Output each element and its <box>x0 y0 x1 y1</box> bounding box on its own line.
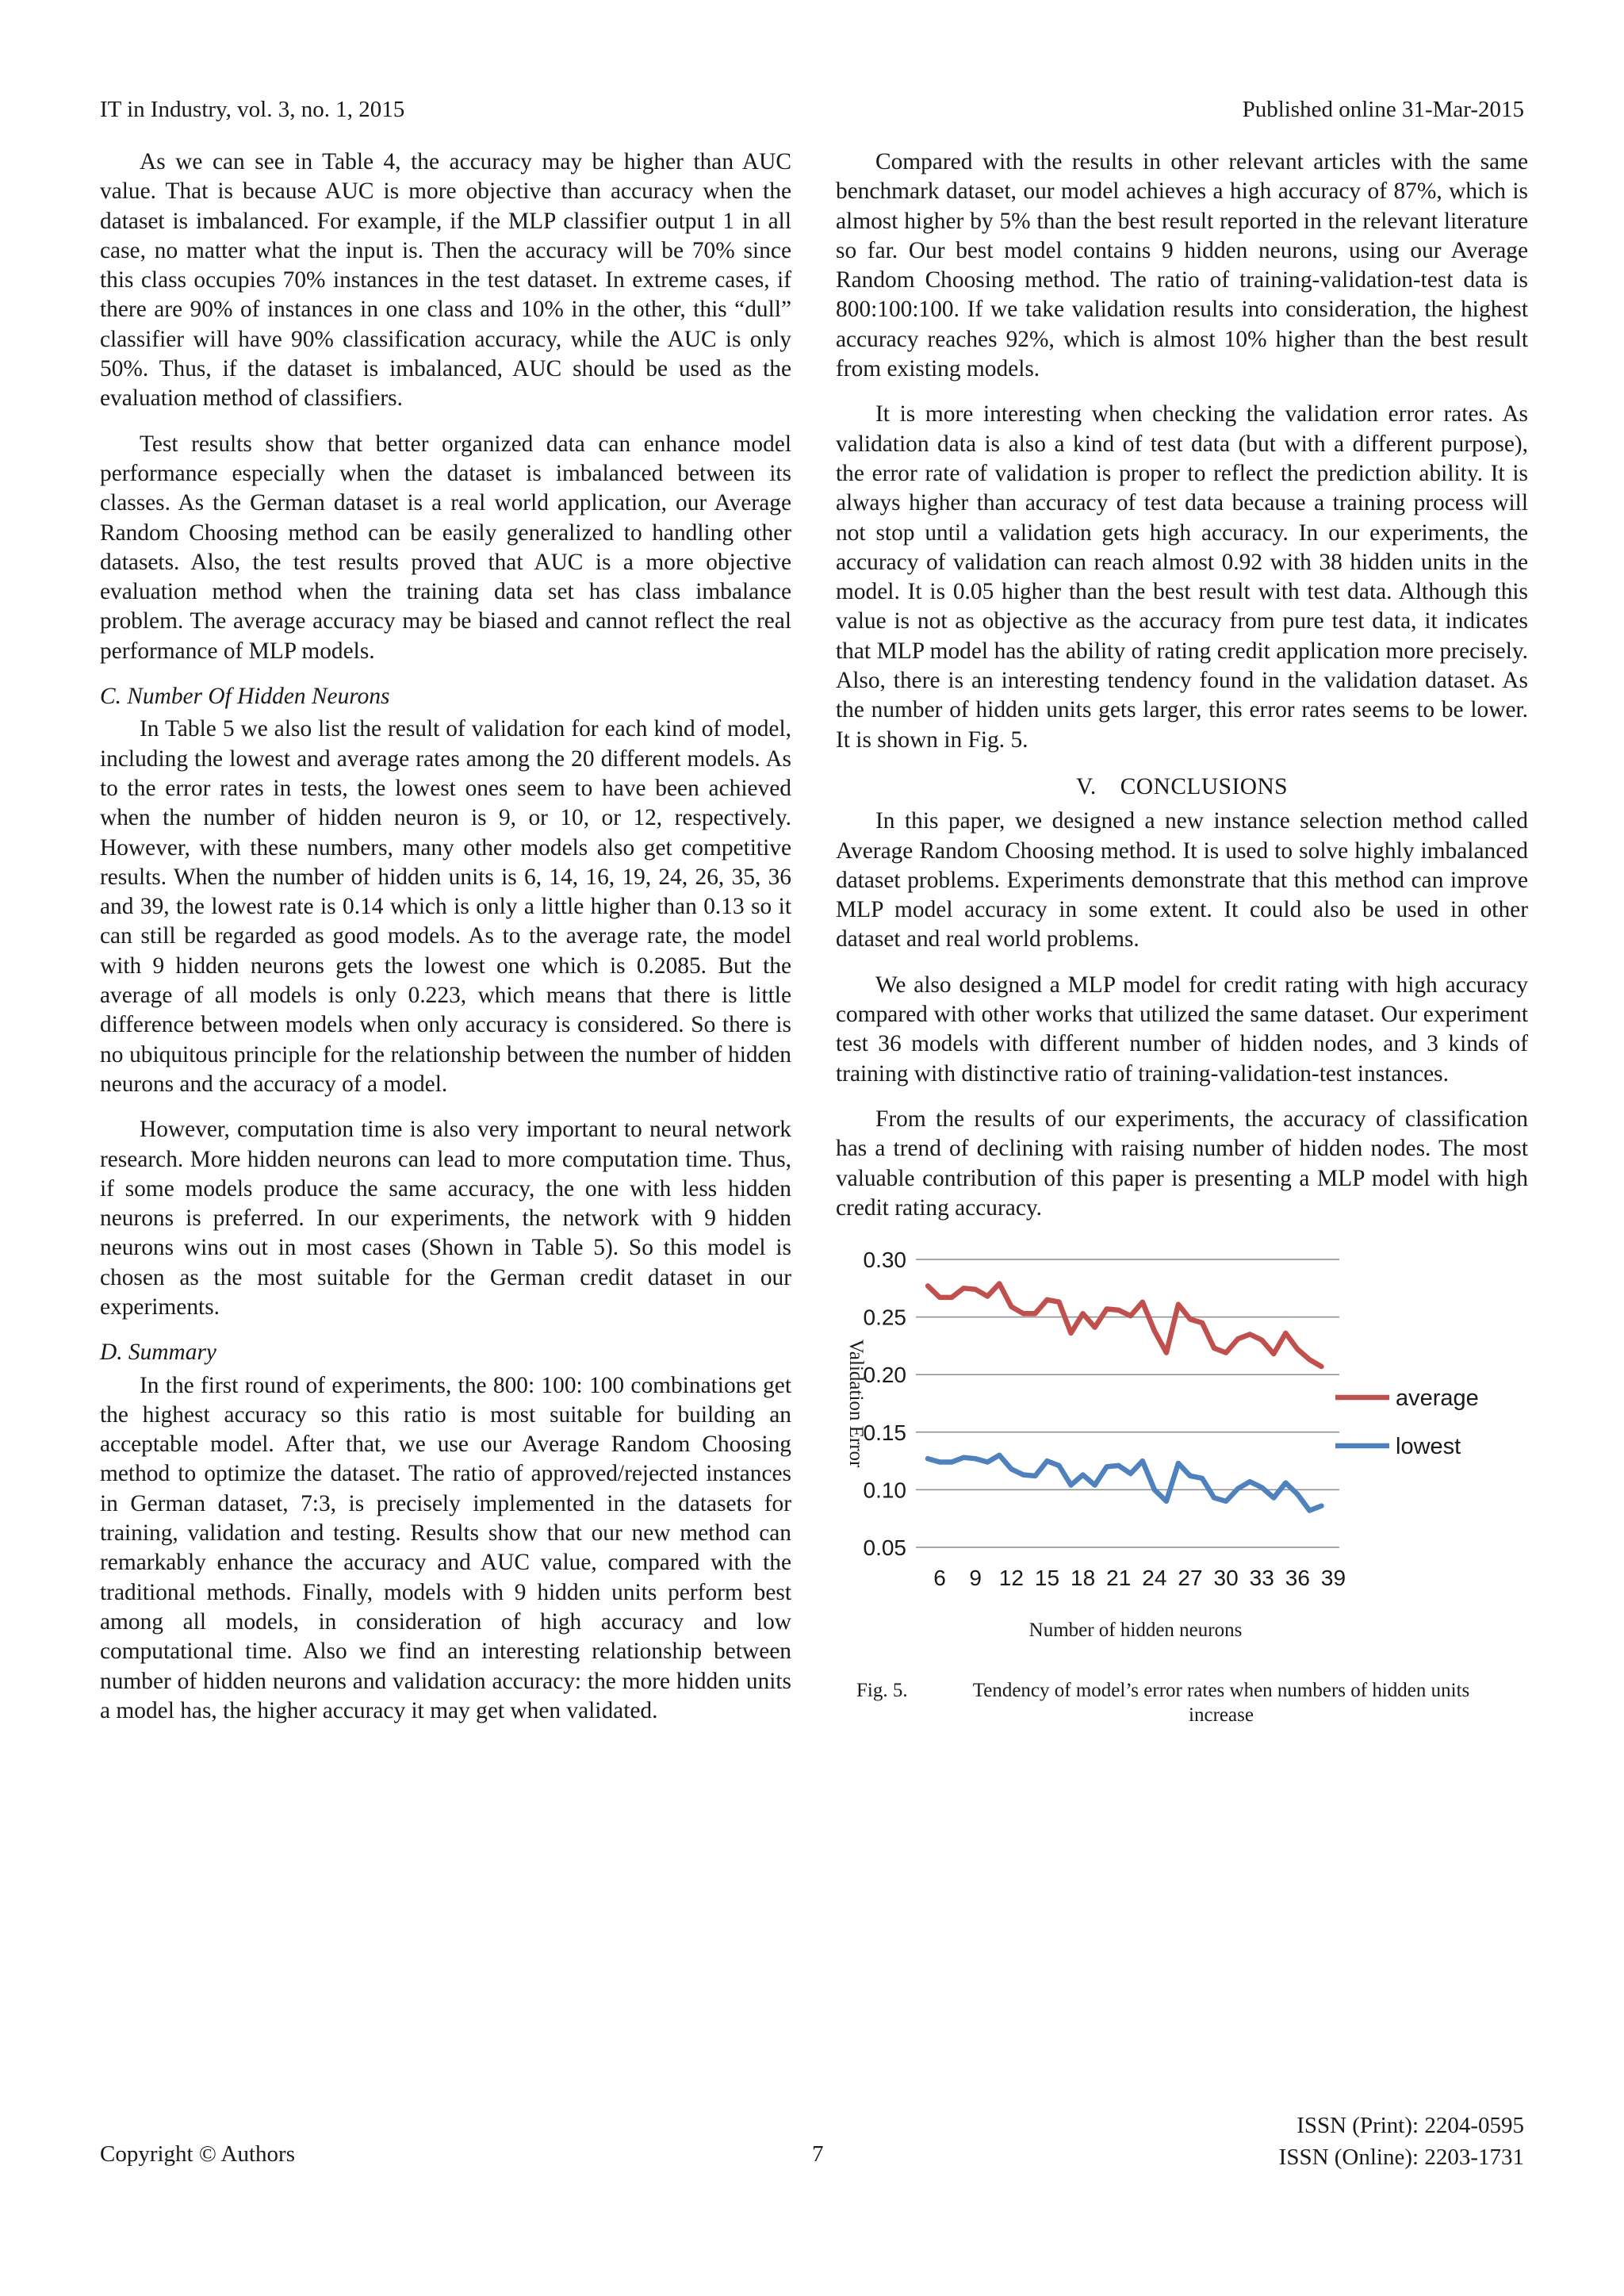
section-heading-conclusions <box>836 772 1528 802</box>
figure-5 <box>836 1250 1528 1757</box>
page-number: 7 <box>812 2141 824 2167</box>
issn-block <box>1279 2110 1524 2173</box>
x-axis-label: Number of hidden neurons <box>1028 1619 1243 1642</box>
x-tick-label: 21 <box>1106 1566 1132 1591</box>
x-tick-label: 24 <box>1142 1566 1167 1591</box>
x-tick-label: 36 <box>1285 1566 1310 1591</box>
copyright: Copyright © Authors <box>100 2141 295 2167</box>
x-tick-label: 12 <box>998 1566 1024 1591</box>
y-tick-label: 0.20 <box>863 1363 906 1388</box>
figure-caption-text: Tendency of model’s error rates when numbers of hidden units increase <box>972 1680 1470 1727</box>
series-line-average <box>928 1284 1321 1367</box>
paragraph: As we can see in Table 4, the accuracy may be higher than AUC value. That is because AUC is more objective than accuracy when the dataset is imbalanced. For example, if the MLP classifier output 1 in all case, no matter what the input is. Then the accuracy will be 70% since this class occupies 70% instances in the test dataset. In extreme cases, if there are 90% of instances in one class and 10% in the other, this “dull” classifier will have 90% classification accuracy, while the AUC is only 50%. Thus, if the dataset is imbalanced, AUC should be used as the evaluation method of classifiers. <box>100 149 791 412</box>
paragraph: In this paper, we designed a new instance selection method called Average Random Choosing method. It is used to solve highly imbalanced dataset problems. Experiments demonstrate that this method can improve MLP model accuracy in some extent. It could also be used in other dataset and real world problems. <box>836 808 1528 953</box>
legend-label-lowest: lowest <box>1396 1434 1461 1460</box>
paragraph: In the first round of experiments, the 800: 100: 100 combinations get the highest accuracy so this ratio is most suitable for building an acceptable model. After that, we use our Average Random Choosing method to optimize the dataset. The ratio of approved/rejected instances in German dataset, 7:3, is precisely implemented in the datasets for training, validation and testing. Results show that our new method can remarkably enhance the accuracy and AUC value, compared with the traditional methods. Finally, models with 9 hidden units perform best among all models, in consideration of high accuracy and low computational time. Also we find an interesting relationship between number of hidden neurons and validation accuracy: the more hidden units a model has, the higher accuracy it may get when validated. <box>100 1372 791 1723</box>
page-footer <box>100 2110 1524 2173</box>
publication-date: Published online 31-Mar-2015 <box>1242 97 1524 122</box>
issn-print: ISSN (Print): 2204-0595 <box>1297 2113 1524 2138</box>
x-tick-label: 18 <box>1071 1566 1096 1591</box>
x-tick-label: 39 <box>1320 1566 1346 1591</box>
x-tick-label: 33 <box>1249 1566 1274 1591</box>
paragraph: Compared with the results in other relevant articles with the same benchmark dataset, our model achieves a high accuracy of 87%, which is almost higher by 5% than the best result reported in the relevant literature so far. Our best model contains 9 hidden neurons, using our Average Random Choosing method. The ratio of training-validation-test data is 800:100:100. If we take validation results into consideration, the highest accuracy reaches 92%, which is almost 10% higher than the best result from existing models. <box>836 149 1528 382</box>
validation-error-chart <box>836 1250 1528 1662</box>
right-column <box>836 148 1528 1757</box>
running-header <box>100 97 1524 128</box>
y-tick-label: 0.25 <box>863 1305 906 1330</box>
journal-info: IT in Industry, vol. 3, no. 1, 2015 <box>100 97 405 122</box>
y-axis-label: Validation Error <box>845 1339 867 1468</box>
y-tick-label: 0.30 <box>863 1250 906 1273</box>
subsection-heading-c: C. Number Of Hidden Neurons <box>100 684 390 710</box>
paragraph: We also designed a MLP model for credit rating with high accuracy compared with other works that utilized the same dataset. Our experiment test 36 models with different number of hidden nodes, and 3 kinds of training with distinctive ratio of training-validation-test instances. <box>836 972 1528 1087</box>
paragraph: It is more interesting when checking the validation error rates. As validation data is also a kind of test data (but with a different purpose), the error rate of validation is proper to reflect the prediction ability. It is always higher than accuracy of test data because a training process will not stop until a validation gets high accuracy. In our experiments, the accuracy of validation can reach almost 0.92 with 38 hidden units in the model. It is 0.05 higher than the best result with test data. Although this value is not as objective as the accuracy from pure test data, it indicates that MLP model has the ability of rating credit application more precisely. Also, there is an interesting tendency found in the validation dataset. As the number of hidden units gets larger, this error rates seems to be lower. It is shown in Fig. 5. <box>836 401 1528 753</box>
y-tick-label: 0.10 <box>863 1478 906 1503</box>
y-tick-label: 0.15 <box>863 1420 906 1445</box>
legend-label-average: average <box>1396 1386 1479 1412</box>
figure-label: Fig. 5. <box>856 1680 908 1702</box>
x-tick-label: 27 <box>1178 1566 1203 1591</box>
issn-online: ISSN (Online): 2203-1731 <box>1278 2145 1524 2170</box>
paragraph: Test results show that better organized data can enhance model performance especially when the dataset is imbalanced between its classes. As the German dataset is a real world application, our Average Random Choosing method can be easily generalized to handling other datasets. Also, the test results proved that AUC is a more objective evaluation method when the training data set has class imbalance problem. The average accuracy may be biased and cannot reflect the real performance of MLP models. <box>100 431 791 664</box>
paragraph: However, computation time is also very important to neural network research. More hidden neurons can lead to more computation time. Thus, if some models produce the same accuracy, the one with less hidden neurons is preferred. In our experiments, the network with 9 hidden neurons wins out in most cases (Shown in Table 5). So this model is chosen as the most suitable for the German credit dataset in our experiments. <box>100 1117 791 1320</box>
x-tick-label: 15 <box>1034 1566 1060 1591</box>
subsection-heading-d: D. Summary <box>100 1340 216 1366</box>
paragraph: From the results of our experiments, the accuracy of classification has a trend of declining with raising number of hidden nodes. The most valuable contribution of this paper is presenting a MLP model with high credit rating accuracy. <box>836 1106 1528 1221</box>
y-tick-label: 0.05 <box>863 1535 906 1561</box>
paragraph: In Table 5 we also list the result of validation for each kind of model, including the lowest and average rates among the 20 different models. As to the error rates in tests, the lowest ones seem to have been achieved when the number of hidden neuron is 9, or 10, or 12, respectively. However, with these numbers, many other models also get competitive results. When the number of hidden units is 6, 14, 16, 19, 24, 26, 35, 36 and 39, the lowest rate is 0.14 which is only a little higher than 0.13 so it can still be regarded as good models. As to the average rate, the model with 9 hidden neurons gets the lowest one which is 0.2085. But the average of all models is only 0.223, which means that there is little difference between models when only accuracy is considered. So there is no ubiquitous principle for the relationship between the number of hidden neurons and the accuracy of a model. <box>100 716 791 1097</box>
x-tick-label: 30 <box>1213 1566 1239 1591</box>
section-title: CONCLUSIONS <box>1120 773 1289 799</box>
left-column <box>100 148 791 1742</box>
x-tick-label: 6 <box>933 1566 946 1591</box>
section-number: V. <box>1075 773 1097 799</box>
series-line-lowest <box>928 1455 1321 1511</box>
x-tick-label: 9 <box>969 1566 982 1591</box>
